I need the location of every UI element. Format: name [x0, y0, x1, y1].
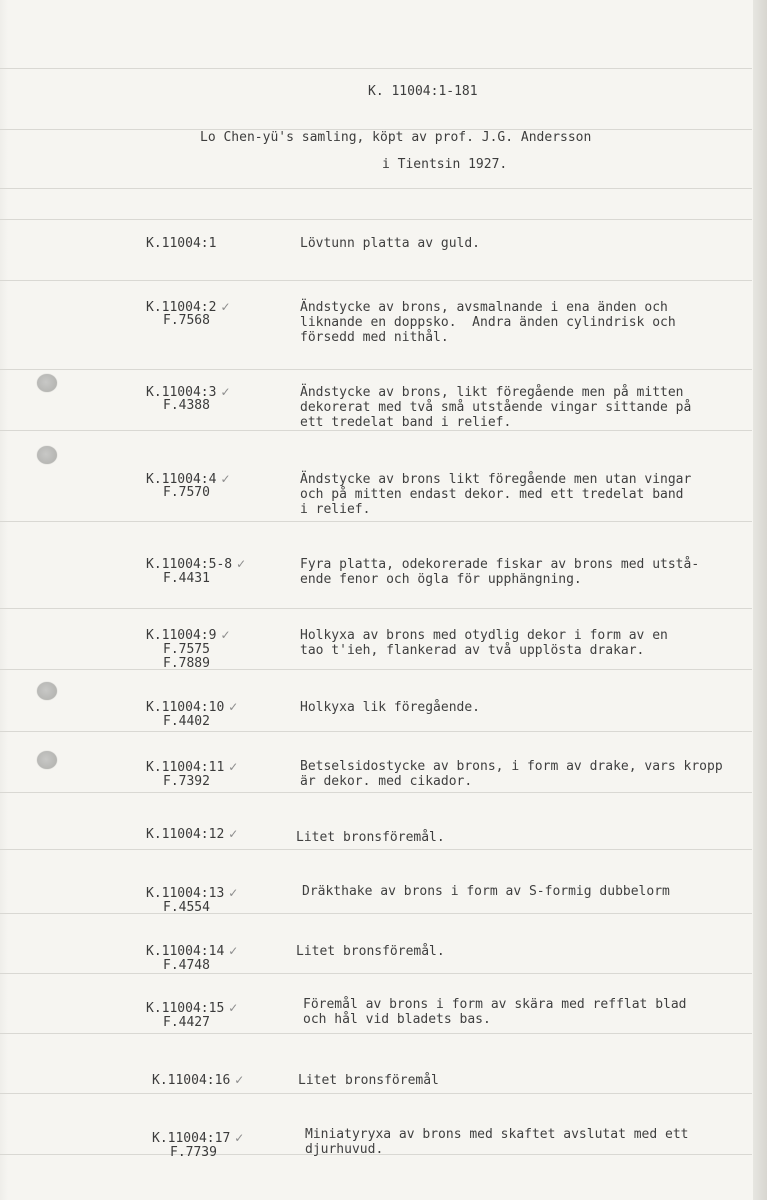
- checkmark-icon: ✓: [220, 628, 231, 642]
- ruled-line: [0, 219, 752, 220]
- checkmark-icon: ✓: [234, 1131, 245, 1145]
- entry-code: K.11004:13 ✓: [146, 886, 239, 901]
- entry-description: Ändstycke av brons, likt föregående men på mitten dekorerat med två små utstående vingar sittande på ett tredelat band i relief.: [300, 385, 692, 430]
- entry-ref-number: F.7570: [163, 485, 210, 500]
- entry-ref-number: F.4431: [163, 571, 210, 586]
- ruled-line: [0, 1033, 752, 1034]
- checkmark-icon: ✓: [220, 472, 231, 486]
- entry-ref-number: F.7889: [163, 656, 210, 671]
- ruled-line: [0, 280, 752, 281]
- ruled-line: [0, 669, 752, 670]
- ruled-line: [0, 608, 752, 609]
- checkmark-icon: ✓: [228, 700, 239, 714]
- ruled-line: [0, 68, 752, 69]
- entry-code: K.11004:5-8 ✓: [146, 557, 247, 572]
- entry-description: Betselsidostycke av brons, i form av drake, vars kropp är dekor. med cikador.: [300, 759, 723, 789]
- ruled-line: [0, 913, 752, 914]
- entry-description: Holkyxa lik föregående.: [300, 700, 481, 715]
- entry-description: Holkyxa av brons med otydlig dekor i form av en tao t'ieh, flankerad av två upplösta drakar.: [300, 628, 668, 658]
- ruled-line: [0, 792, 752, 793]
- checkmark-icon: ✓: [228, 944, 239, 958]
- entry-description: Litet bronsföremål.: [296, 830, 445, 845]
- ruled-line: [0, 188, 752, 189]
- entry-ref-number: F.7568: [163, 313, 210, 328]
- punch-hole: [37, 682, 57, 700]
- ruled-line: [0, 731, 752, 732]
- ruled-line: [0, 849, 752, 850]
- entry-description: Föremål av brons i form av skära med refflat blad och hål vid bladets bas.: [303, 997, 687, 1027]
- entry-ref-number: F.4554: [163, 900, 210, 915]
- checkmark-icon: ✓: [228, 827, 239, 841]
- ruled-line: [0, 521, 752, 522]
- entry-ref-number: F.7739: [170, 1145, 217, 1160]
- ruled-line: [0, 369, 752, 370]
- entry-code: K.11004:3 ✓: [146, 385, 231, 400]
- entry-description: Litet bronsföremål.: [296, 944, 445, 959]
- entry-description: Ändstycke av brons likt föregående men utan vingar och på mitten endast dekor. med ett tredelat band i relief.: [300, 472, 692, 517]
- entry-ref-number: F.4388: [163, 398, 210, 413]
- checkmark-icon: ✓: [228, 760, 239, 774]
- punch-hole: [37, 374, 57, 392]
- punch-hole: [37, 751, 57, 769]
- entry-description: Ändstycke av brons, avsmalnande i ena änden och liknande en doppsko. Andra änden cylindrisk och försedd med nithål.: [300, 300, 676, 345]
- entry-code: K.11004:12 ✓: [146, 827, 239, 842]
- checkmark-icon: ✓: [234, 1073, 245, 1087]
- entry-code: K.11004:1: [146, 236, 217, 251]
- checkmark-icon: ✓: [228, 1001, 239, 1015]
- entry-description: Dräkthake av brons i form av S-formig dubbelorm: [302, 884, 670, 899]
- entry-description: Litet bronsföremål: [298, 1073, 439, 1088]
- checkmark-icon: ✓: [220, 385, 231, 399]
- entry-code: K.11004:2 ✓: [146, 300, 231, 315]
- entry-code: K.11004:9 ✓: [146, 628, 231, 643]
- checkmark-icon: ✓: [220, 300, 231, 314]
- entry-code: K.11004:10 ✓: [146, 700, 239, 715]
- entry-description: Miniatyryxa av brons med skaftet avslutat med ett djurhuvud.: [305, 1127, 689, 1157]
- ruled-line: [0, 430, 752, 431]
- collection-description-line-2: i Tientsin 1927.: [382, 157, 508, 172]
- entry-ref-number: F.4402: [163, 714, 210, 729]
- entry-code: K.11004:14 ✓: [146, 944, 239, 959]
- entry-code: K.11004:15 ✓: [146, 1001, 239, 1016]
- collection-description-line-1: Lo Chen-yü's samling, köpt av prof. J.G. Andersson: [200, 130, 592, 145]
- punch-hole: [37, 446, 57, 464]
- entry-ref-number: F.4427: [163, 1015, 210, 1030]
- entry-code: K.11004:4 ✓: [146, 472, 231, 487]
- entry-description: Lövtunn platta av guld.: [300, 236, 481, 251]
- entry-ref-number: F.7392: [163, 774, 210, 789]
- entry-code: K.11004:11 ✓: [146, 760, 239, 775]
- catalogue-range-heading: K. 11004:1-181: [368, 84, 478, 99]
- ruled-line: [0, 973, 752, 974]
- entry-code: K.11004:17 ✓: [152, 1131, 245, 1146]
- entry-description: Fyra platta, odekorerade fiskar av brons med utstå- ende fenor och ögla för upphängning.: [300, 557, 700, 587]
- entry-code: K.11004:16 ✓: [152, 1073, 245, 1088]
- entry-ref-number: F.4748: [163, 958, 210, 973]
- entry-ref-number: F.7575: [163, 642, 210, 657]
- checkmark-icon: ✓: [236, 557, 247, 571]
- ruled-line: [0, 1093, 752, 1094]
- checkmark-icon: ✓: [228, 886, 239, 900]
